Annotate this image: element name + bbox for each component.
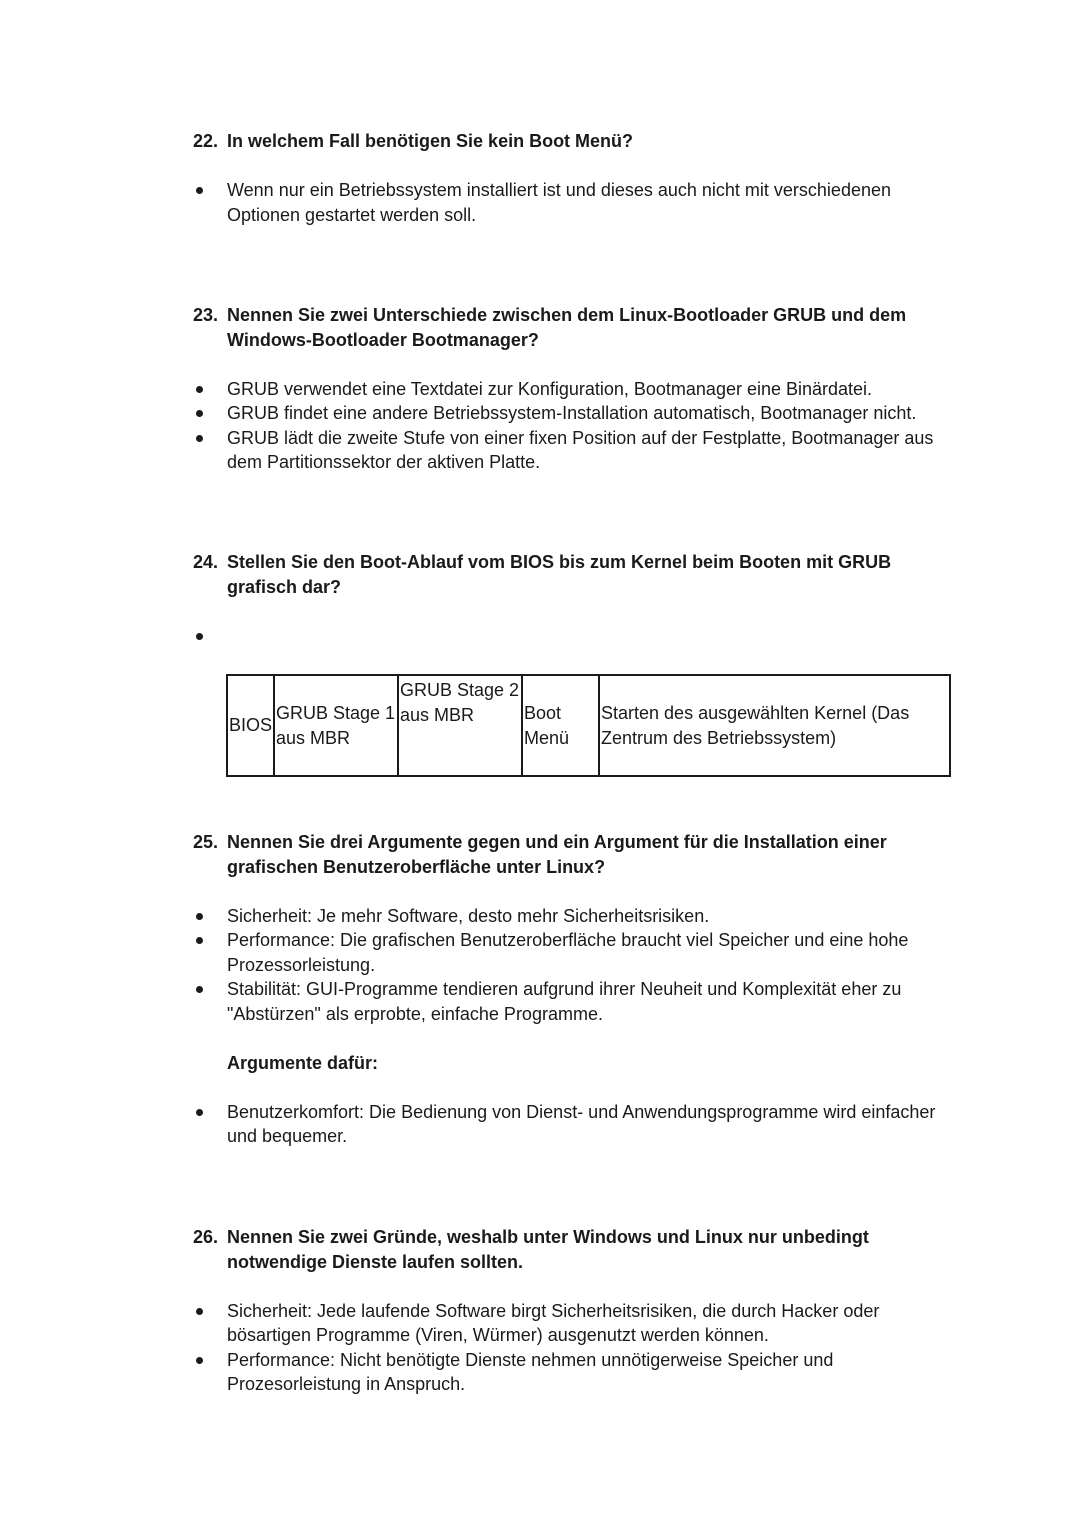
list-item [193, 1100, 953, 1149]
table-row [227, 675, 950, 776]
answer-list [193, 904, 953, 1027]
question-number: 22. [193, 131, 219, 151]
bullet-icon [193, 1100, 227, 1149]
table-cell-grub-stage-1: GRUB Stage 1 aus MBR [274, 675, 398, 776]
question-number: 23. [193, 305, 219, 325]
list-item [193, 1348, 953, 1397]
answer-list-for [193, 1100, 953, 1149]
question-24 [193, 550, 953, 648]
question-number: 26. [193, 1227, 219, 1247]
bullet-icon [193, 377, 227, 402]
question-22 [193, 129, 953, 227]
question-26 [193, 1225, 953, 1397]
answer-text: Sicherheit: Je mehr Software, desto mehr Sicherheitsrisiken. [227, 905, 710, 926]
question-number: 25. [193, 832, 219, 852]
answer-list [193, 178, 953, 227]
list-item [193, 624, 953, 649]
bullet-icon [193, 1299, 227, 1348]
question-25 [193, 830, 953, 1149]
list-item [193, 1299, 953, 1348]
question-title: Nennen Sie zwei Unterschiede zwischen dem Linux-Bootloader GRUB und dem Windows-Bootloader Bootmanager? [227, 305, 907, 350]
question-title: Nennen Sie drei Argumente gegen und ein Argument für die Installation einer grafischen Benutzeroberfläche unter Linux? [227, 832, 887, 877]
bullet-icon [193, 977, 227, 1026]
question-heading [193, 129, 953, 154]
list-item [193, 928, 953, 977]
list-item [193, 426, 953, 475]
answer-text: GRUB findet eine andere Betriebssystem-Installation automatisch, Bootmanager nicht. [227, 403, 917, 423]
question-number: 24. [193, 552, 219, 572]
boot-sequence-table [226, 674, 951, 777]
answer-list [193, 377, 953, 475]
answer-list [193, 1299, 953, 1397]
bullet-icon [193, 401, 227, 426]
list-item [193, 977, 953, 1026]
answer-text: Performance: Die grafischen Benutzeroberfläche braucht viel Speicher und eine hohe Prozessorleistung. [227, 930, 909, 975]
answer-text: GRUB verwendet eine Textdatei zur Konfiguration, Bootmanager eine Binärdatei. [227, 378, 873, 399]
bullet-icon [193, 426, 227, 475]
answer-text: Stabilität: GUI-Programme tendieren aufgrund ihrer Neuheit und Komplexität eher zu "Abstürzen" als erprobte, einfache Programme. [227, 979, 902, 1024]
question-title: Nennen Sie zwei Gründe, weshalb unter Windows und Linux nur unbedingt notwendige Dienste laufen sollten. [227, 1227, 869, 1272]
answer-list [193, 624, 953, 649]
bullet-icon [193, 928, 227, 977]
answer-text: GRUB lädt die zweite Stufe von einer fixen Position auf der Festplatte, Bootmanager aus dem Partitionssektor der aktiven Platte. [227, 427, 934, 472]
arguments-for-heading: Argumente dafür: [227, 1052, 379, 1073]
table-cell-kernel: Starten des ausgewählten Kernel (Das Zentrum des Betriebssystem) [599, 675, 950, 776]
question-23 [193, 303, 953, 475]
bullet-icon [193, 624, 227, 649]
list-item [193, 401, 953, 426]
list-item [193, 904, 953, 929]
table-cell-grub-stage-2: GRUB Stage 2 aus MBR [398, 675, 522, 776]
answer-text: Performance: Nicht benötigte Dienste nehmen unnötigerweise Speicher und Prozesorleistung in Anspruch. [227, 1349, 834, 1394]
answer-text: Sicherheit: Jede laufende Software birgt Sicherheitsrisiken, die durch Hacker oder bösartigen Programme (Viren, Würmer) ausgenutzt werden können. [227, 1300, 880, 1345]
answer-text: Benutzerkomfort: Die Bedienung von Dienst- und Anwendungsprogramme wird einfacher und bequemer. [227, 1101, 936, 1146]
list-item [193, 178, 953, 227]
question-heading [193, 303, 953, 352]
question-title: Stellen Sie den Boot-Ablauf vom BIOS bis zum Kernel beim Booten mit GRUB grafisch dar? [227, 552, 892, 597]
question-heading [193, 830, 953, 879]
bullet-icon [193, 1348, 227, 1397]
table-cell-boot-menu: Boot Menü [522, 675, 599, 776]
question-heading [193, 1225, 953, 1274]
table-cell-bios: BIOS [227, 675, 274, 776]
question-title: In welchem Fall benötigen Sie kein Boot Menü? [227, 131, 634, 151]
bullet-icon [193, 178, 227, 227]
list-item [193, 377, 953, 402]
question-heading [193, 550, 953, 599]
bullet-icon [193, 904, 227, 929]
answer-text: Wenn nur ein Betriebssystem installiert ist und dieses auch nicht mit verschiedenen Optionen gestartet werden soll. [227, 180, 891, 225]
